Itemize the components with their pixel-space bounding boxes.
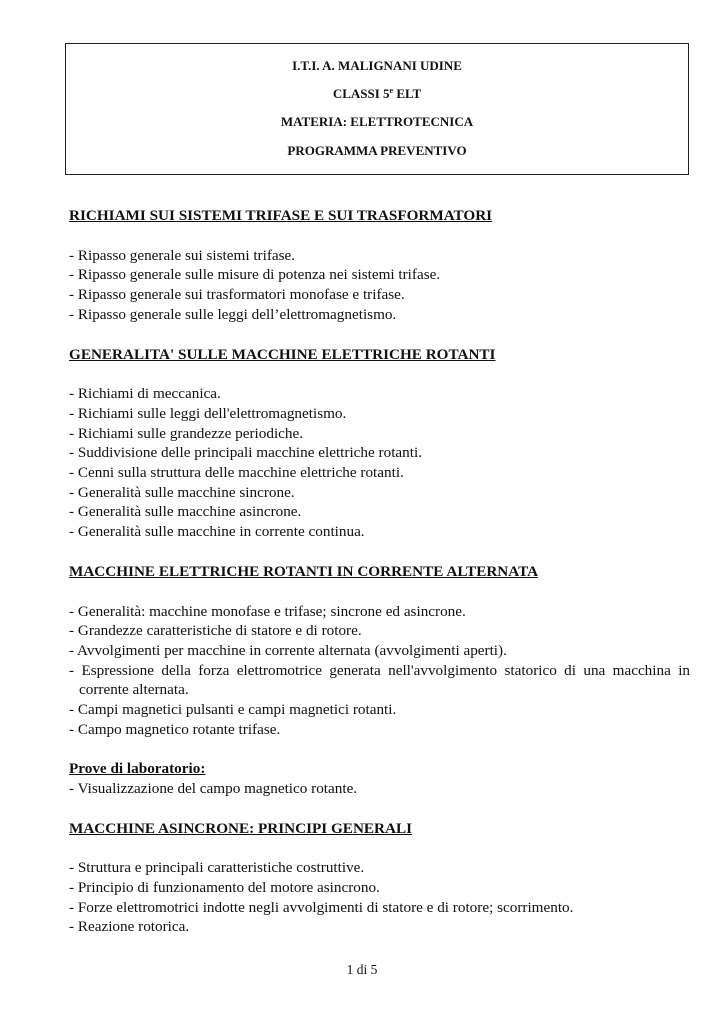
list-item: - Richiami di meccanica. [69,384,690,404]
section-title: GENERALITA' SULLE MACCHINE ELETTRICHE ROTANTI [69,345,496,363]
document-body [69,206,690,957]
list-item: - Ripasso generale sulle misure di potenza nei sistemi trifase. [69,265,690,285]
list-item: - Grandezze caratteristiche di statore e di rotore. [69,621,690,641]
item-list [69,602,690,740]
list-item: - Richiami sulle grandezze periodiche. [69,424,690,444]
list-item: - Richiami sulle leggi dell'elettromagnetismo. [69,404,690,424]
list-item: - Suddivisione delle principali macchine elettriche rotanti. [69,443,690,463]
list-item: - Visualizzazione del campo magnetico rotante. [69,779,690,799]
list-item: - Generalità sulle macchine sincrone. [69,483,690,503]
section-rotating-machines [69,345,690,542]
section-three-phase [69,206,690,325]
list-item: - Principio di funzionamento del motore asincrono. [69,878,690,898]
program-label: PROGRAMMA PREVENTIVO [287,143,467,158]
page-number: 1 di 5 [346,962,378,977]
subject-label: MATERIA: ELETTROTECNICA [280,114,474,129]
list-item: - Struttura e principali caratteristiche costruttive. [69,858,690,878]
list-item: - Avvolgimenti per macchine in corrente alternata (avvolgimenti aperti). [69,641,690,661]
list-item: - Cenni sulla struttura delle macchine elettriche rotanti. [69,463,690,483]
list-item: - Campo magnetico rotante trifase. [69,720,690,740]
list-item: - Espressione della forza elettromotrice generata nell'avvolgimento statorico di una macchina in corrente alternata. [69,661,690,700]
section-title: MACCHINE ASINCRONE: PRINCIPI GENERALI [69,819,413,837]
list-item: - Campi magnetici pulsanti e campi magnetici rotanti. [69,700,690,720]
list-item: - Ripasso generale sui sistemi trifase. [69,246,690,266]
item-list [69,858,690,937]
section-ac-machines [69,562,690,799]
list-item: - Reazione rotorica. [69,917,690,937]
item-list [69,384,690,542]
item-list [69,246,690,325]
list-item: - Generalità sulle macchine in corrente continua. [69,522,690,542]
lab-item-list [69,779,690,799]
school-name: I.T.I. A. MALIGNANI UDINE [292,58,462,73]
section-title: RICHIAMI SUI SISTEMI TRIFASE E SUI TRASFORMATORI [69,207,493,224]
list-item: - Forze elettromotrici indotte negli avvolgimenti di statore e di rotore; scorrimento. [69,898,690,918]
section-async-machines [69,819,690,938]
document-header [65,43,689,175]
lab-title: Prove di laboratorio: [69,760,206,778]
class-label: CLASSI 5e ELT [332,86,422,101]
list-item: - Ripasso generale sulle leggi dell’elettromagnetismo. [69,305,690,325]
list-item: - Generalità: macchine monofase e trifase; sincrone ed asincrone. [69,602,690,622]
section-title: MACCHINE ELETTRICHE ROTANTI IN CORRENTE ALTERNATA [69,562,539,580]
list-item: - Generalità sulle macchine asincrone. [69,502,690,522]
list-item: - Ripasso generale sui trasformatori monofase e trifase. [69,285,690,305]
